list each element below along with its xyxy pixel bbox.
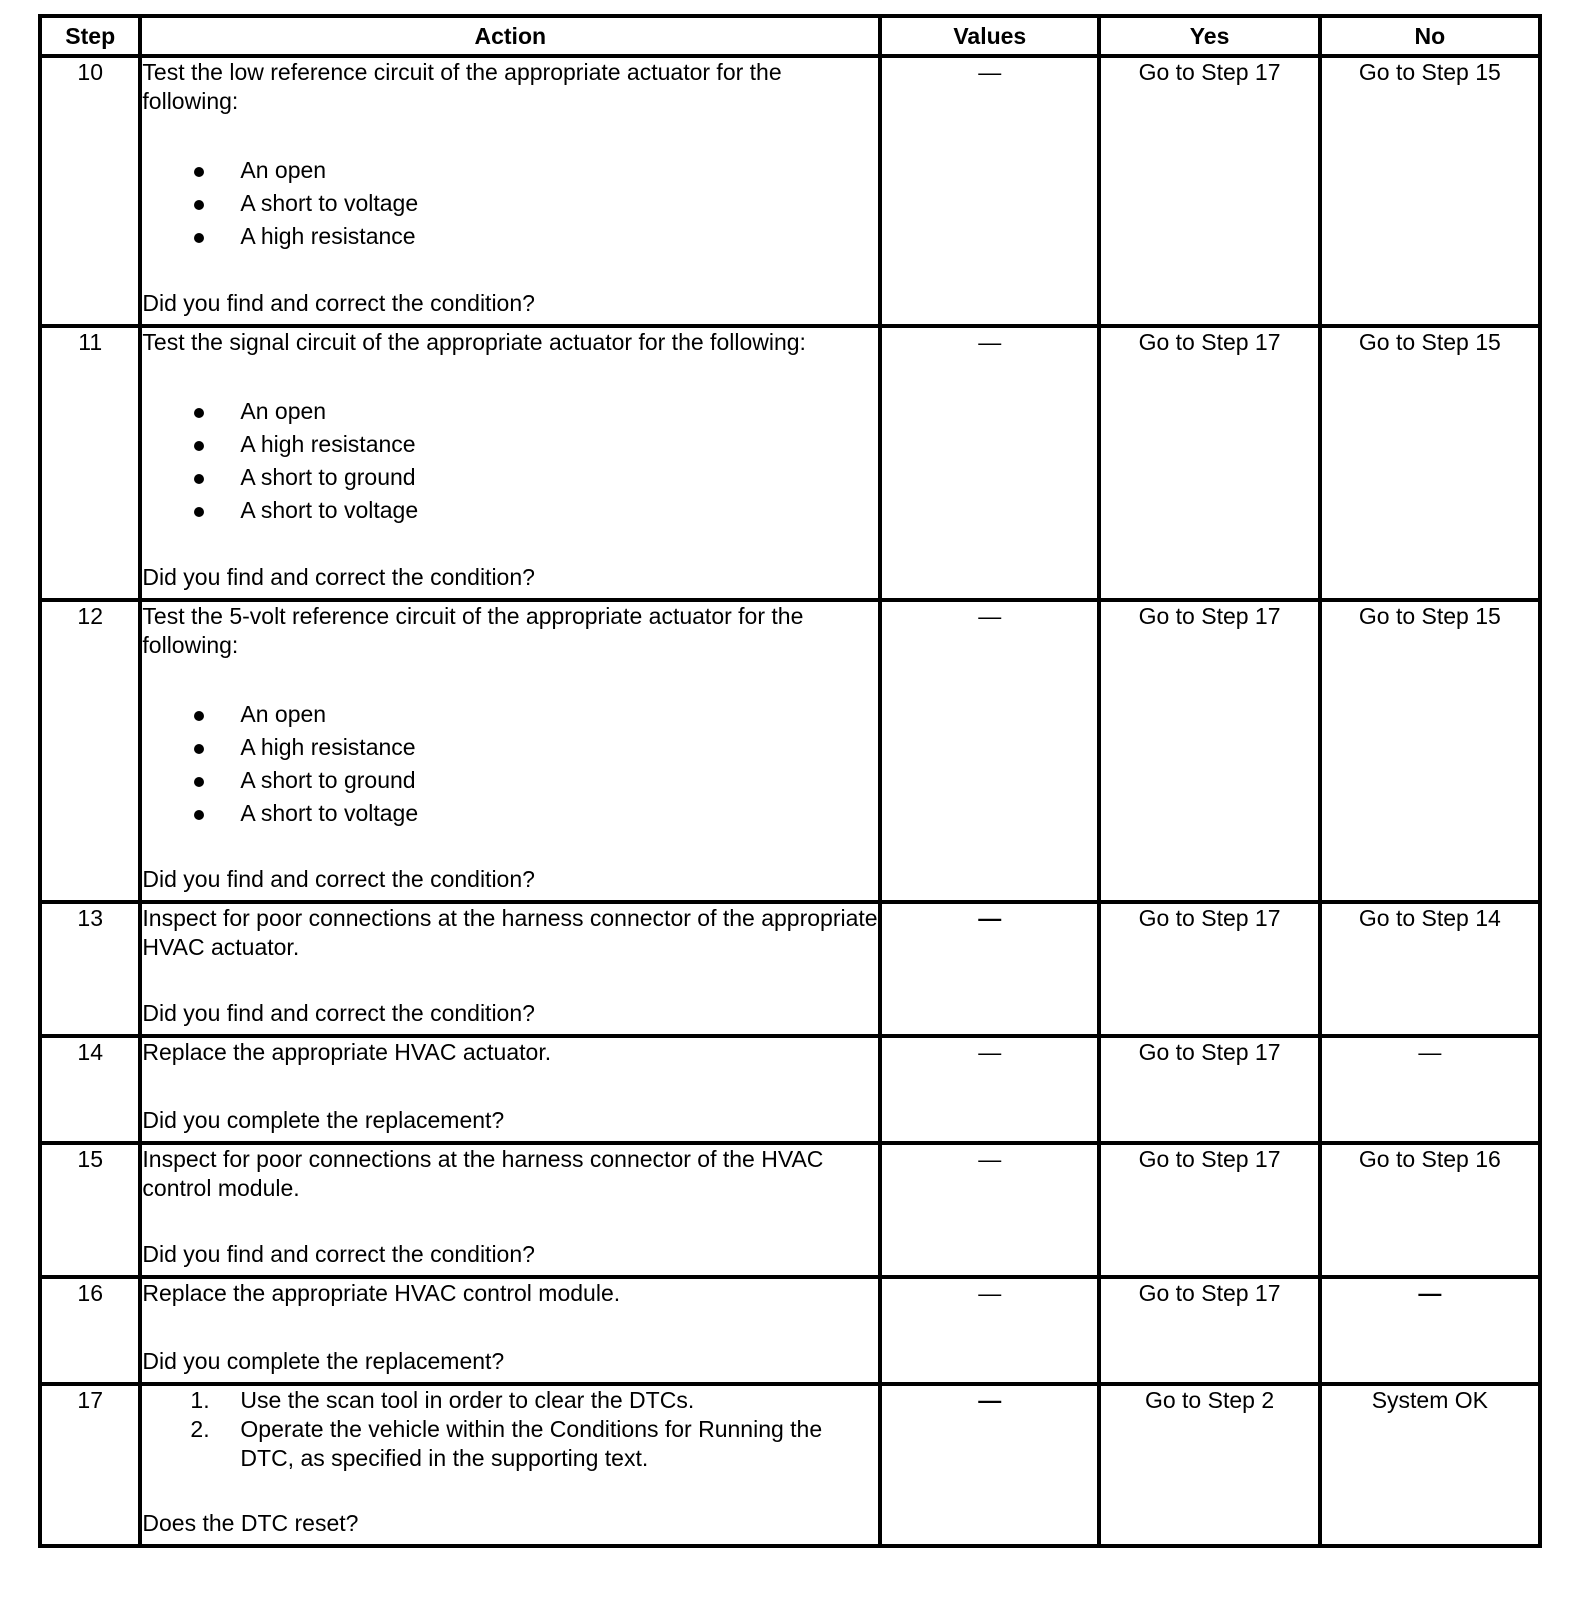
action-cell bbox=[140, 1384, 880, 1546]
action-cell bbox=[140, 1277, 880, 1384]
action-intro: Replace the appropriate HVAC control module. bbox=[142, 1280, 621, 1306]
header-row bbox=[40, 16, 1540, 56]
values-cell: — bbox=[880, 326, 1099, 600]
item-number: 1. bbox=[190, 1387, 210, 1413]
values-cell: — bbox=[880, 1143, 1099, 1277]
table-row bbox=[40, 1143, 1540, 1277]
item-number: 2. bbox=[190, 1416, 210, 1442]
no-cell: Go to Step 15 bbox=[1320, 600, 1540, 902]
bullet-item: A high resistance bbox=[142, 428, 878, 461]
action-question: Did you find and correct the condition? bbox=[142, 866, 535, 892]
action-intro: Inspect for poor connections at the harness connector of the appropriate HVAC actuator. bbox=[142, 905, 878, 960]
action-question: Did you find and correct the condition? bbox=[142, 1241, 535, 1267]
table-row bbox=[40, 326, 1540, 600]
bullet-item: An open bbox=[142, 395, 878, 428]
action-intro: Replace the appropriate HVAC actuator. bbox=[142, 1039, 552, 1065]
diagnostic-table bbox=[38, 14, 1542, 1548]
numbered-list bbox=[142, 1386, 878, 1473]
yes-cell: Go to Step 17 bbox=[1099, 56, 1319, 326]
action-intro: Test the signal circuit of the appropriate actuator for the following: bbox=[142, 329, 806, 355]
action-intro: Test the low reference circuit of the appropriate actuator for the following: bbox=[142, 59, 782, 114]
header-no: No bbox=[1320, 16, 1540, 56]
action-cell bbox=[140, 600, 880, 902]
values-cell: — bbox=[880, 1384, 1099, 1546]
no-cell: System OK bbox=[1320, 1384, 1540, 1546]
step-number: 13 bbox=[40, 902, 140, 1036]
yes-cell: Go to Step 17 bbox=[1099, 1036, 1319, 1143]
bullet-item: A high resistance bbox=[142, 220, 878, 253]
action-question: Did you complete the replacement? bbox=[142, 1348, 505, 1374]
bullet-item: A short to voltage bbox=[142, 187, 878, 220]
action-intro: Inspect for poor connections at the harness connector of the HVAC control module. bbox=[142, 1146, 824, 1201]
values-cell: — bbox=[880, 1036, 1099, 1143]
yes-cell: Go to Step 17 bbox=[1099, 600, 1319, 902]
bullet-item: A short to ground bbox=[142, 764, 878, 797]
action-intro: Test the 5-volt reference circuit of the appropriate actuator for the following: bbox=[142, 603, 804, 658]
action-cell bbox=[140, 902, 880, 1036]
action-cell bbox=[140, 326, 880, 600]
values-cell: — bbox=[880, 902, 1099, 1036]
bullet-item: A short to voltage bbox=[142, 797, 878, 830]
no-cell: — bbox=[1320, 1036, 1540, 1143]
table-row bbox=[40, 600, 1540, 902]
bullet-item: A high resistance bbox=[142, 731, 878, 764]
no-cell: Go to Step 15 bbox=[1320, 56, 1540, 326]
bullet-list bbox=[142, 154, 878, 253]
numbered-item bbox=[142, 1386, 878, 1415]
no-cell: Go to Step 15 bbox=[1320, 326, 1540, 600]
table-row bbox=[40, 1277, 1540, 1384]
step-number: 12 bbox=[40, 600, 140, 902]
bullet-item: An open bbox=[142, 698, 878, 731]
step-number: 16 bbox=[40, 1277, 140, 1384]
table-row bbox=[40, 1036, 1540, 1143]
action-question: Did you find and correct the condition? bbox=[142, 564, 535, 590]
table-row bbox=[40, 56, 1540, 326]
action-cell bbox=[140, 56, 880, 326]
action-question: Did you find and correct the condition? bbox=[142, 1000, 535, 1026]
values-cell: — bbox=[880, 600, 1099, 902]
bullet-item: A short to voltage bbox=[142, 494, 878, 527]
numbered-item bbox=[142, 1415, 878, 1473]
bullet-item: An open bbox=[142, 154, 878, 187]
yes-cell: Go to Step 17 bbox=[1099, 1143, 1319, 1277]
table-row bbox=[40, 902, 1540, 1036]
step-number: 15 bbox=[40, 1143, 140, 1277]
no-cell: — bbox=[1320, 1277, 1540, 1384]
step-number: 11 bbox=[40, 326, 140, 600]
item-text: Operate the vehicle within the Conditions for Running the DTC, as specified in the supporting text. bbox=[240, 1416, 823, 1471]
no-cell: Go to Step 14 bbox=[1320, 902, 1540, 1036]
header-yes: Yes bbox=[1099, 16, 1319, 56]
header-step: Step bbox=[40, 16, 140, 56]
step-number: 17 bbox=[40, 1384, 140, 1546]
bullet-list bbox=[142, 395, 878, 527]
step-number: 14 bbox=[40, 1036, 140, 1143]
action-cell bbox=[140, 1036, 880, 1143]
yes-cell: Go to Step 2 bbox=[1099, 1384, 1319, 1546]
step-number: 10 bbox=[40, 56, 140, 326]
header-values: Values bbox=[880, 16, 1099, 56]
header-action: Action bbox=[140, 16, 880, 56]
item-text: Use the scan tool in order to clear the DTCs. bbox=[240, 1387, 695, 1413]
values-cell: — bbox=[880, 1277, 1099, 1384]
yes-cell: Go to Step 17 bbox=[1099, 902, 1319, 1036]
action-cell bbox=[140, 1143, 880, 1277]
values-cell: — bbox=[880, 56, 1099, 326]
bullet-list bbox=[142, 698, 878, 830]
action-question: Did you find and correct the condition? bbox=[142, 290, 535, 316]
yes-cell: Go to Step 17 bbox=[1099, 1277, 1319, 1384]
action-question: Did you complete the replacement? bbox=[142, 1107, 505, 1133]
bullet-item: A short to ground bbox=[142, 461, 878, 494]
table-row bbox=[40, 1384, 1540, 1546]
no-cell: Go to Step 16 bbox=[1320, 1143, 1540, 1277]
yes-cell: Go to Step 17 bbox=[1099, 326, 1319, 600]
action-question: Does the DTC reset? bbox=[142, 1510, 359, 1536]
